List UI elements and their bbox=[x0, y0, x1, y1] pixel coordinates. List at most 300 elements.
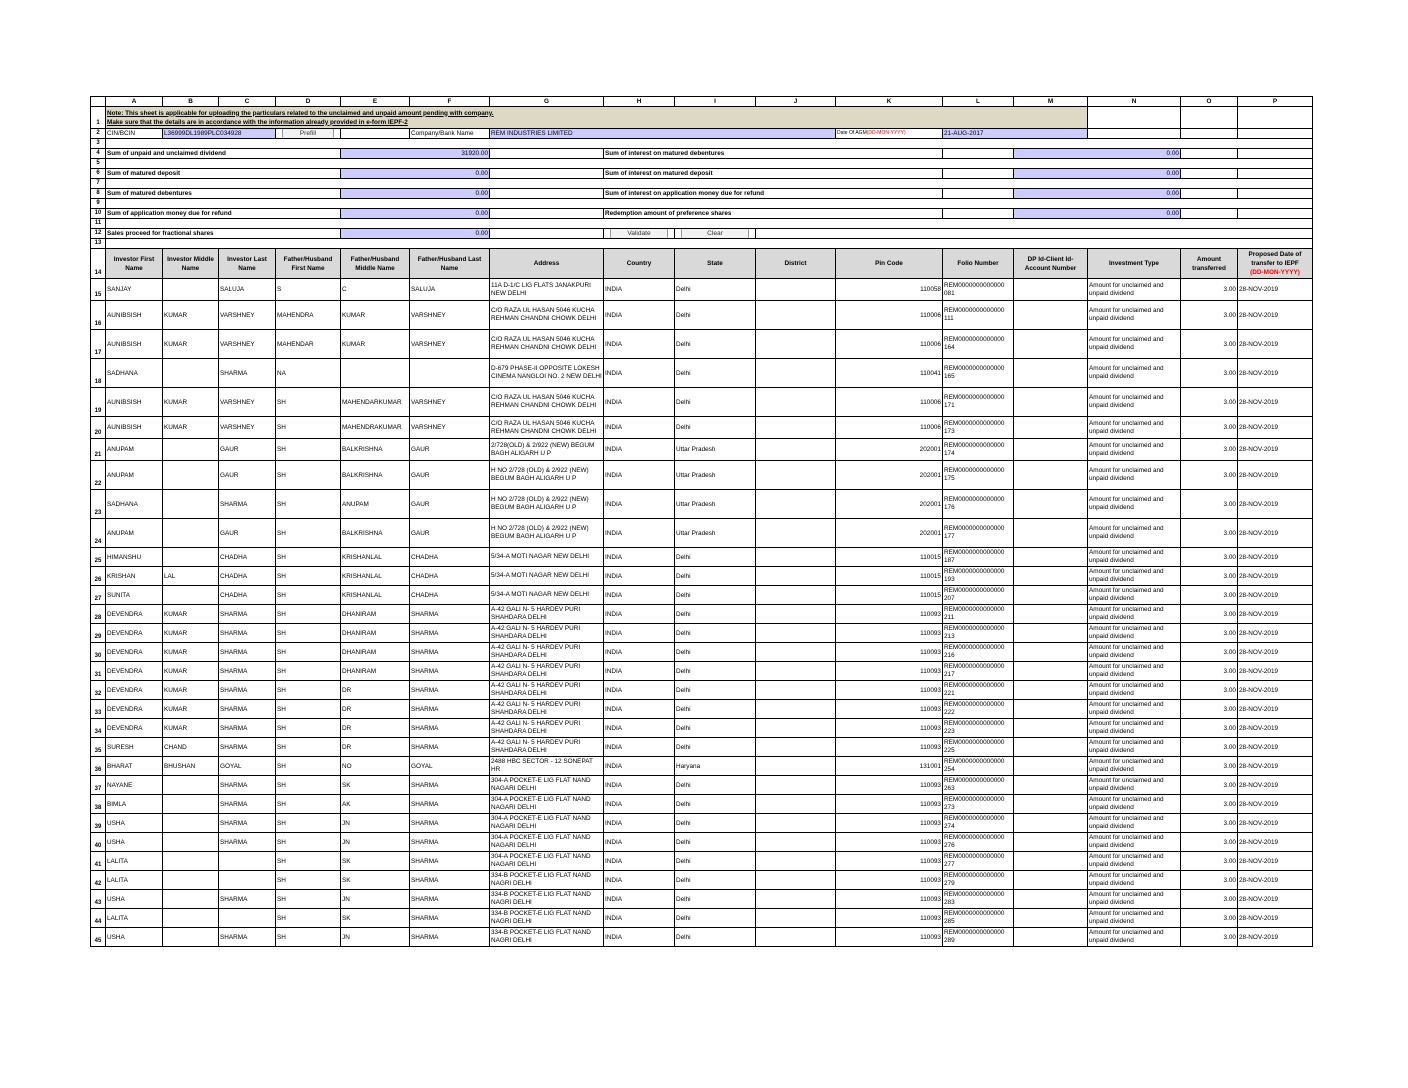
amount-transferred[interactable]: 3.00 bbox=[1181, 417, 1238, 439]
proposed-date[interactable]: 28-NOV-2019 bbox=[1238, 681, 1313, 700]
folio-number[interactable]: REM0000000000000 221 bbox=[943, 681, 1014, 700]
pin-code[interactable]: 110058 bbox=[836, 279, 943, 301]
cell[interactable] bbox=[943, 189, 1014, 199]
address[interactable]: 5/34-A MOTI NAGAR NEW DELHI bbox=[490, 567, 604, 586]
father-first-name[interactable]: SH bbox=[276, 417, 341, 439]
pin-code[interactable]: 110006 bbox=[836, 330, 943, 359]
investor-middle-name[interactable] bbox=[163, 519, 219, 548]
father-last-name[interactable]: SHARMA bbox=[410, 605, 490, 624]
investor-middle-name[interactable] bbox=[163, 871, 219, 890]
father-middle-name[interactable]: KRISHANLAL bbox=[341, 548, 410, 567]
district[interactable] bbox=[756, 624, 836, 643]
state[interactable]: Delhi bbox=[675, 605, 756, 624]
state[interactable]: Delhi bbox=[675, 388, 756, 417]
father-last-name[interactable]: SHARMA bbox=[410, 643, 490, 662]
father-middle-name[interactable]: DR bbox=[341, 719, 410, 738]
district[interactable] bbox=[756, 700, 836, 719]
father-middle-name[interactable]: KUMAR bbox=[341, 301, 410, 330]
address[interactable]: 334-B POCKET-E LIG FLAT NAND NAGRI DELHI bbox=[490, 871, 604, 890]
country[interactable]: INDIA bbox=[604, 681, 675, 700]
investor-last-name[interactable]: GAUR bbox=[219, 439, 276, 461]
state[interactable]: Uttar Pradesh bbox=[675, 490, 756, 519]
country[interactable]: INDIA bbox=[604, 388, 675, 417]
clear-button[interactable]: Clear bbox=[681, 229, 749, 239]
investor-middle-name[interactable]: KUMAR bbox=[163, 605, 219, 624]
father-first-name[interactable]: SH bbox=[276, 461, 341, 490]
father-first-name[interactable]: NA bbox=[276, 359, 341, 388]
investor-middle-name[interactable]: CHAND bbox=[163, 738, 219, 757]
investor-last-name[interactable] bbox=[219, 909, 276, 928]
district[interactable] bbox=[756, 330, 836, 359]
district[interactable] bbox=[756, 928, 836, 947]
proposed-date[interactable]: 28-NOV-2019 bbox=[1238, 548, 1313, 567]
proposed-date[interactable]: 28-NOV-2019 bbox=[1238, 567, 1313, 586]
pin-code[interactable]: 110093 bbox=[836, 605, 943, 624]
amount-transferred[interactable]: 3.00 bbox=[1181, 700, 1238, 719]
investor-first-name[interactable]: USHA bbox=[106, 833, 163, 852]
father-middle-name[interactable]: C bbox=[341, 279, 410, 301]
folio-number[interactable]: REM0000000000000 175 bbox=[943, 461, 1014, 490]
proposed-date[interactable]: 28-NOV-2019 bbox=[1238, 852, 1313, 871]
investor-middle-name[interactable]: KUMAR bbox=[163, 301, 219, 330]
dp-id[interactable] bbox=[1014, 909, 1088, 928]
pin-code[interactable]: 110093 bbox=[836, 909, 943, 928]
investor-first-name[interactable]: DEVENDRA bbox=[106, 624, 163, 643]
amount-transferred[interactable]: 3.00 bbox=[1181, 662, 1238, 681]
investor-last-name[interactable]: CHADHA bbox=[219, 548, 276, 567]
state[interactable]: Delhi bbox=[675, 795, 756, 814]
state[interactable]: Delhi bbox=[675, 719, 756, 738]
dp-id[interactable] bbox=[1014, 890, 1088, 909]
cell[interactable] bbox=[1238, 189, 1313, 199]
father-middle-name[interactable]: ANUPAM bbox=[341, 490, 410, 519]
father-last-name[interactable]: SHARMA bbox=[410, 738, 490, 757]
folio-number[interactable]: REM0000000000000 279 bbox=[943, 871, 1014, 890]
pin-code[interactable]: 110015 bbox=[836, 548, 943, 567]
pin-code[interactable]: 110006 bbox=[836, 301, 943, 330]
amount-transferred[interactable]: 3.00 bbox=[1181, 490, 1238, 519]
address[interactable]: H NO 2/728 (OLD) & 2/922 (NEW) BEGUM BAGH ALIGARH U P bbox=[490, 490, 604, 519]
folio-number[interactable]: REM0000000000000 283 bbox=[943, 890, 1014, 909]
investor-middle-name[interactable] bbox=[163, 279, 219, 301]
investment-type[interactable]: Amount for unclaimed and unpaid dividend bbox=[1088, 301, 1181, 330]
father-first-name[interactable]: SH bbox=[276, 757, 341, 776]
address[interactable]: H NO 2/728 (OLD) & 2/922 (NEW) BEGUM BAGH ALIGARH U P bbox=[490, 519, 604, 548]
father-last-name[interactable]: GAUR bbox=[410, 439, 490, 461]
investor-last-name[interactable]: GOYAL bbox=[219, 757, 276, 776]
district[interactable] bbox=[756, 586, 836, 605]
state[interactable]: Delhi bbox=[675, 301, 756, 330]
cell[interactable] bbox=[490, 149, 604, 159]
pin-code[interactable]: 110093 bbox=[836, 928, 943, 947]
dp-id[interactable] bbox=[1014, 871, 1088, 890]
cell[interactable] bbox=[1238, 209, 1313, 219]
amount-transferred[interactable]: 3.00 bbox=[1181, 439, 1238, 461]
amount-transferred[interactable]: 3.00 bbox=[1181, 605, 1238, 624]
amount-transferred[interactable]: 3.00 bbox=[1181, 852, 1238, 871]
investor-middle-name[interactable]: BHUSHAN bbox=[163, 757, 219, 776]
folio-number[interactable]: REM0000000000000 171 bbox=[943, 388, 1014, 417]
father-middle-name[interactable]: NO bbox=[341, 757, 410, 776]
proposed-date[interactable]: 28-NOV-2019 bbox=[1238, 643, 1313, 662]
district[interactable] bbox=[756, 852, 836, 871]
country[interactable]: INDIA bbox=[604, 662, 675, 681]
state[interactable]: Delhi bbox=[675, 662, 756, 681]
pin-code[interactable]: 110015 bbox=[836, 567, 943, 586]
father-first-name[interactable]: SH bbox=[276, 776, 341, 795]
father-first-name[interactable]: SH bbox=[276, 681, 341, 700]
proposed-date[interactable]: 28-NOV-2019 bbox=[1238, 814, 1313, 833]
father-last-name[interactable]: SHARMA bbox=[410, 776, 490, 795]
country[interactable]: INDIA bbox=[604, 461, 675, 490]
investor-first-name[interactable]: NAYANE bbox=[106, 776, 163, 795]
dp-id[interactable] bbox=[1014, 605, 1088, 624]
country[interactable]: INDIA bbox=[604, 700, 675, 719]
column-header[interactable]: H bbox=[604, 97, 675, 107]
cell[interactable] bbox=[490, 189, 604, 199]
investment-type[interactable]: Amount for unclaimed and unpaid dividend bbox=[1088, 681, 1181, 700]
investment-type[interactable]: Amount for unclaimed and unpaid dividend bbox=[1088, 643, 1181, 662]
address[interactable]: 304-A POCKET-E LIG FLAT NAND NAGARI DELHI bbox=[490, 776, 604, 795]
father-middle-name[interactable]: BALKRISHNA bbox=[341, 519, 410, 548]
father-middle-name[interactable]: DHANIRAM bbox=[341, 643, 410, 662]
district[interactable] bbox=[756, 388, 836, 417]
amount-transferred[interactable]: 3.00 bbox=[1181, 719, 1238, 738]
cell[interactable] bbox=[756, 229, 1313, 239]
dp-id[interactable] bbox=[1014, 852, 1088, 871]
country[interactable]: INDIA bbox=[604, 417, 675, 439]
amount-transferred[interactable]: 3.00 bbox=[1181, 301, 1238, 330]
fractional-shares-value[interactable]: 0.00 bbox=[341, 229, 490, 239]
amount-transferred[interactable]: 3.00 bbox=[1181, 890, 1238, 909]
dp-id[interactable] bbox=[1014, 928, 1088, 947]
dp-id[interactable] bbox=[1014, 519, 1088, 548]
investor-last-name[interactable]: SHARMA bbox=[219, 624, 276, 643]
state[interactable]: Delhi bbox=[675, 567, 756, 586]
country[interactable]: INDIA bbox=[604, 548, 675, 567]
interest-application-value[interactable]: 0.00 bbox=[1014, 189, 1181, 199]
address[interactable]: A-42 GALI N- 5 HARDEV PURI SHAHDARA DELHI bbox=[490, 681, 604, 700]
proposed-date[interactable]: 28-NOV-2019 bbox=[1238, 301, 1313, 330]
pin-code[interactable]: 202001 bbox=[836, 490, 943, 519]
pin-code[interactable]: 110093 bbox=[836, 890, 943, 909]
father-last-name[interactable]: SHARMA bbox=[410, 852, 490, 871]
proposed-date[interactable]: 28-NOV-2019 bbox=[1238, 700, 1313, 719]
cell[interactable] bbox=[1238, 107, 1313, 129]
father-middle-name[interactable]: DR bbox=[341, 700, 410, 719]
father-first-name[interactable]: SH bbox=[276, 738, 341, 757]
investment-type[interactable]: Amount for unclaimed and unpaid dividend bbox=[1088, 519, 1181, 548]
father-last-name[interactable]: SHARMA bbox=[410, 662, 490, 681]
state[interactable]: Delhi bbox=[675, 548, 756, 567]
prefill-button[interactable]: Prefill bbox=[282, 129, 334, 139]
matured-debentures-value[interactable]: 0.00 bbox=[341, 189, 490, 199]
cell[interactable] bbox=[1181, 129, 1238, 139]
pin-code[interactable]: 131001 bbox=[836, 757, 943, 776]
father-first-name[interactable]: SH bbox=[276, 719, 341, 738]
dp-id[interactable] bbox=[1014, 814, 1088, 833]
father-first-name[interactable]: SH bbox=[276, 852, 341, 871]
father-first-name[interactable]: SH bbox=[276, 548, 341, 567]
father-first-name[interactable]: SH bbox=[276, 388, 341, 417]
address[interactable]: 304-A POCKET-E LIG FLAT NAND NAGARI DELHI bbox=[490, 852, 604, 871]
dp-id[interactable] bbox=[1014, 624, 1088, 643]
investor-middle-name[interactable]: KUMAR bbox=[163, 624, 219, 643]
folio-number[interactable]: REM0000000000000 273 bbox=[943, 795, 1014, 814]
district[interactable] bbox=[756, 279, 836, 301]
district[interactable] bbox=[756, 757, 836, 776]
investor-middle-name[interactable]: KUMAR bbox=[163, 330, 219, 359]
address[interactable]: A-42 GALI N- 5 HARDEV PURI SHAHDARA DELHI bbox=[490, 643, 604, 662]
state[interactable]: Delhi bbox=[675, 330, 756, 359]
proposed-date[interactable]: 28-NOV-2019 bbox=[1238, 439, 1313, 461]
father-middle-name[interactable]: DR bbox=[341, 738, 410, 757]
cell[interactable] bbox=[1181, 149, 1238, 159]
dp-id[interactable] bbox=[1014, 417, 1088, 439]
pin-code[interactable]: 110093 bbox=[836, 795, 943, 814]
district[interactable] bbox=[756, 890, 836, 909]
father-last-name[interactable]: SALUJA bbox=[410, 279, 490, 301]
cell[interactable] bbox=[106, 179, 1313, 189]
cell[interactable] bbox=[1181, 107, 1238, 129]
proposed-date[interactable]: 28-NOV-2019 bbox=[1238, 662, 1313, 681]
state[interactable]: Delhi bbox=[675, 852, 756, 871]
investment-type[interactable]: Amount for unclaimed and unpaid dividend bbox=[1088, 388, 1181, 417]
investor-first-name[interactable]: ANUPAM bbox=[106, 439, 163, 461]
dp-id[interactable] bbox=[1014, 738, 1088, 757]
district[interactable] bbox=[756, 605, 836, 624]
district[interactable] bbox=[756, 567, 836, 586]
amount-transferred[interactable]: 3.00 bbox=[1181, 681, 1238, 700]
father-first-name[interactable]: SH bbox=[276, 871, 341, 890]
investor-last-name[interactable] bbox=[219, 871, 276, 890]
dp-id[interactable] bbox=[1014, 833, 1088, 852]
investor-first-name[interactable]: LALITA bbox=[106, 852, 163, 871]
country[interactable]: INDIA bbox=[604, 490, 675, 519]
address[interactable]: 304-A POCKET-E LIG FLAT NAND NAGARI DELHI bbox=[490, 814, 604, 833]
pin-code[interactable]: 110093 bbox=[836, 643, 943, 662]
corner-cell[interactable] bbox=[91, 97, 106, 107]
investment-type[interactable]: Amount for unclaimed and unpaid dividend bbox=[1088, 330, 1181, 359]
address[interactable]: A-42 GALI N- 5 HARDEV PURI SHAHDARA DELHI bbox=[490, 624, 604, 643]
pin-code[interactable]: 110093 bbox=[836, 852, 943, 871]
country[interactable]: INDIA bbox=[604, 757, 675, 776]
investment-type[interactable]: Amount for unclaimed and unpaid dividend bbox=[1088, 757, 1181, 776]
investor-last-name[interactable]: SHARMA bbox=[219, 795, 276, 814]
investor-last-name[interactable]: CHADHA bbox=[219, 586, 276, 605]
district[interactable] bbox=[756, 814, 836, 833]
investor-first-name[interactable]: AUNIBSISH bbox=[106, 330, 163, 359]
dp-id[interactable] bbox=[1014, 795, 1088, 814]
address[interactable]: 334-B POCKET-E LIG FLAT NAND NAGRI DELHI bbox=[490, 909, 604, 928]
cell[interactable] bbox=[490, 169, 604, 179]
father-middle-name[interactable] bbox=[341, 359, 410, 388]
investor-first-name[interactable]: DEVENDRA bbox=[106, 605, 163, 624]
dp-id[interactable] bbox=[1014, 776, 1088, 795]
note-cell[interactable] bbox=[106, 107, 1088, 129]
country[interactable]: INDIA bbox=[604, 605, 675, 624]
father-last-name[interactable]: CHADHA bbox=[410, 548, 490, 567]
folio-number[interactable]: REM0000000000000 285 bbox=[943, 909, 1014, 928]
father-first-name[interactable]: S bbox=[276, 279, 341, 301]
investor-first-name[interactable]: ANUPAM bbox=[106, 519, 163, 548]
investor-last-name[interactable]: SHARMA bbox=[219, 643, 276, 662]
application-money-value[interactable]: 0.00 bbox=[341, 209, 490, 219]
column-header[interactable]: B bbox=[163, 97, 219, 107]
column-header[interactable]: C bbox=[219, 97, 276, 107]
investment-type[interactable]: Amount for unclaimed and unpaid dividend bbox=[1088, 359, 1181, 388]
pin-code[interactable]: 110093 bbox=[836, 719, 943, 738]
proposed-date[interactable]: 28-NOV-2019 bbox=[1238, 890, 1313, 909]
cell[interactable] bbox=[1238, 149, 1313, 159]
folio-number[interactable]: REM0000000000000 217 bbox=[943, 662, 1014, 681]
investor-middle-name[interactable]: KUMAR bbox=[163, 662, 219, 681]
pin-code[interactable]: 110041 bbox=[836, 359, 943, 388]
pin-code[interactable]: 110093 bbox=[836, 814, 943, 833]
column-header[interactable]: J bbox=[756, 97, 836, 107]
country[interactable]: INDIA bbox=[604, 719, 675, 738]
father-last-name[interactable]: SHARMA bbox=[410, 719, 490, 738]
cell[interactable] bbox=[106, 219, 1313, 229]
address[interactable]: C/O RAZA UL HASAN 5046 KUCHA REHMAN CHANDNI CHOWK DELHI bbox=[490, 417, 604, 439]
address[interactable]: C/O RAZA UL HASAN 5046 KUCHA REHMAN CHANDNI CHOWK DELHI bbox=[490, 330, 604, 359]
father-last-name[interactable]: SHARMA bbox=[410, 681, 490, 700]
column-header[interactable]: M bbox=[1014, 97, 1088, 107]
father-first-name[interactable]: SH bbox=[276, 567, 341, 586]
investor-middle-name[interactable] bbox=[163, 490, 219, 519]
father-first-name[interactable]: SH bbox=[276, 890, 341, 909]
father-last-name[interactable]: VARSHNEY bbox=[410, 388, 490, 417]
country[interactable]: INDIA bbox=[604, 567, 675, 586]
amount-transferred[interactable]: 3.00 bbox=[1181, 871, 1238, 890]
investor-last-name[interactable]: SHARMA bbox=[219, 719, 276, 738]
father-first-name[interactable]: SH bbox=[276, 814, 341, 833]
address[interactable]: H NO 2/728 (OLD) & 2/922 (NEW) BEGUM BAGH ALIGARH U P bbox=[490, 461, 604, 490]
country[interactable]: INDIA bbox=[604, 909, 675, 928]
father-middle-name[interactable]: DHANIRAM bbox=[341, 605, 410, 624]
amount-transferred[interactable]: 3.00 bbox=[1181, 359, 1238, 388]
country[interactable]: INDIA bbox=[604, 928, 675, 947]
father-middle-name[interactable]: DR bbox=[341, 681, 410, 700]
investment-type[interactable]: Amount for unclaimed and unpaid dividend bbox=[1088, 279, 1181, 301]
pin-code[interactable]: 202001 bbox=[836, 439, 943, 461]
cell[interactable] bbox=[943, 169, 1014, 179]
column-header[interactable]: P bbox=[1238, 97, 1313, 107]
father-first-name[interactable]: SH bbox=[276, 586, 341, 605]
father-last-name[interactable]: GOYAL bbox=[410, 757, 490, 776]
father-middle-name[interactable]: KRISHANLAL bbox=[341, 567, 410, 586]
cell[interactable] bbox=[1238, 169, 1313, 179]
address[interactable]: A-42 GALI N- 5 HARDEV PURI SHAHDARA DELHI bbox=[490, 662, 604, 681]
folio-number[interactable]: REM0000000000000 111 bbox=[943, 301, 1014, 330]
amount-transferred[interactable]: 3.00 bbox=[1181, 776, 1238, 795]
investment-type[interactable]: Amount for unclaimed and unpaid dividend bbox=[1088, 548, 1181, 567]
investor-first-name[interactable]: HIMANSHU bbox=[106, 548, 163, 567]
investment-type[interactable]: Amount for unclaimed and unpaid dividend bbox=[1088, 605, 1181, 624]
father-first-name[interactable]: SH bbox=[276, 490, 341, 519]
amount-transferred[interactable]: 3.00 bbox=[1181, 833, 1238, 852]
proposed-date[interactable]: 28-NOV-2019 bbox=[1238, 359, 1313, 388]
investment-type[interactable]: Amount for unclaimed and unpaid dividend bbox=[1088, 928, 1181, 947]
father-last-name[interactable]: CHADHA bbox=[410, 586, 490, 605]
country[interactable]: INDIA bbox=[604, 738, 675, 757]
proposed-date[interactable]: 28-NOV-2019 bbox=[1238, 388, 1313, 417]
father-first-name[interactable]: SH bbox=[276, 833, 341, 852]
father-middle-name[interactable]: JN bbox=[341, 814, 410, 833]
address[interactable]: A-42 GALI N- 5 HARDEV PURI SHAHDARA DELHI bbox=[490, 719, 604, 738]
father-last-name[interactable]: CHADHA bbox=[410, 567, 490, 586]
investor-middle-name[interactable] bbox=[163, 909, 219, 928]
father-middle-name[interactable]: JN bbox=[341, 833, 410, 852]
dp-id[interactable] bbox=[1014, 643, 1088, 662]
dp-id[interactable] bbox=[1014, 301, 1088, 330]
company-name-field[interactable]: REM INDUSTRIES LIMITED bbox=[490, 129, 836, 139]
column-header[interactable]: F bbox=[410, 97, 490, 107]
interest-deposit-value[interactable]: 0.00 bbox=[1014, 169, 1181, 179]
investor-first-name[interactable]: SANJAY bbox=[106, 279, 163, 301]
state[interactable]: Delhi bbox=[675, 833, 756, 852]
father-middle-name[interactable]: SK bbox=[341, 871, 410, 890]
pin-code[interactable]: 110093 bbox=[836, 871, 943, 890]
investment-type[interactable]: Amount for unclaimed and unpaid dividend bbox=[1088, 586, 1181, 605]
proposed-date[interactable]: 28-NOV-2019 bbox=[1238, 279, 1313, 301]
folio-number[interactable]: REM0000000000000 176 bbox=[943, 490, 1014, 519]
dp-id[interactable] bbox=[1014, 439, 1088, 461]
father-middle-name[interactable]: DHANIRAM bbox=[341, 662, 410, 681]
father-first-name[interactable]: MAHENDRA bbox=[276, 301, 341, 330]
investor-first-name[interactable]: LALITA bbox=[106, 909, 163, 928]
interest-debentures-value[interactable]: 0.00 bbox=[1014, 149, 1181, 159]
country[interactable]: INDIA bbox=[604, 643, 675, 662]
folio-number[interactable]: REM0000000000000 276 bbox=[943, 833, 1014, 852]
investor-first-name[interactable]: DEVENDRA bbox=[106, 681, 163, 700]
investor-first-name[interactable]: DEVENDRA bbox=[106, 643, 163, 662]
cell[interactable] bbox=[1181, 189, 1238, 199]
state[interactable]: Delhi bbox=[675, 359, 756, 388]
pin-code[interactable]: 110093 bbox=[836, 738, 943, 757]
investment-type[interactable]: Amount for unclaimed and unpaid dividend bbox=[1088, 909, 1181, 928]
father-first-name[interactable]: SH bbox=[276, 439, 341, 461]
dp-id[interactable] bbox=[1014, 719, 1088, 738]
folio-number[interactable]: REM0000000000000 164 bbox=[943, 330, 1014, 359]
dp-id[interactable] bbox=[1014, 548, 1088, 567]
investor-last-name[interactable]: GAUR bbox=[219, 461, 276, 490]
state[interactable]: Delhi bbox=[675, 586, 756, 605]
country[interactable]: INDIA bbox=[604, 330, 675, 359]
proposed-date[interactable]: 28-NOV-2019 bbox=[1238, 795, 1313, 814]
investment-type[interactable]: Amount for unclaimed and unpaid dividend bbox=[1088, 852, 1181, 871]
folio-number[interactable]: REM0000000000000 173 bbox=[943, 417, 1014, 439]
folio-number[interactable]: REM0000000000000 254 bbox=[943, 757, 1014, 776]
country[interactable]: INDIA bbox=[604, 359, 675, 388]
country[interactable]: INDIA bbox=[604, 301, 675, 330]
investor-last-name[interactable]: SHARMA bbox=[219, 890, 276, 909]
folio-number[interactable]: REM0000000000000 193 bbox=[943, 567, 1014, 586]
investment-type[interactable]: Amount for unclaimed and unpaid dividend bbox=[1088, 814, 1181, 833]
folio-number[interactable]: REM0000000000000 207 bbox=[943, 586, 1014, 605]
amount-transferred[interactable]: 3.00 bbox=[1181, 461, 1238, 490]
dp-id[interactable] bbox=[1014, 359, 1088, 388]
investment-type[interactable]: Amount for unclaimed and unpaid dividend bbox=[1088, 719, 1181, 738]
father-first-name[interactable]: SH bbox=[276, 643, 341, 662]
father-last-name[interactable]: SHARMA bbox=[410, 795, 490, 814]
investor-middle-name[interactable]: KUMAR bbox=[163, 643, 219, 662]
column-header[interactable]: E bbox=[341, 97, 410, 107]
folio-number[interactable]: REM0000000000000 223 bbox=[943, 719, 1014, 738]
investor-last-name[interactable] bbox=[219, 852, 276, 871]
investment-type[interactable]: Amount for unclaimed and unpaid dividend bbox=[1088, 871, 1181, 890]
investment-type[interactable]: Amount for unclaimed and unpaid dividend bbox=[1088, 738, 1181, 757]
